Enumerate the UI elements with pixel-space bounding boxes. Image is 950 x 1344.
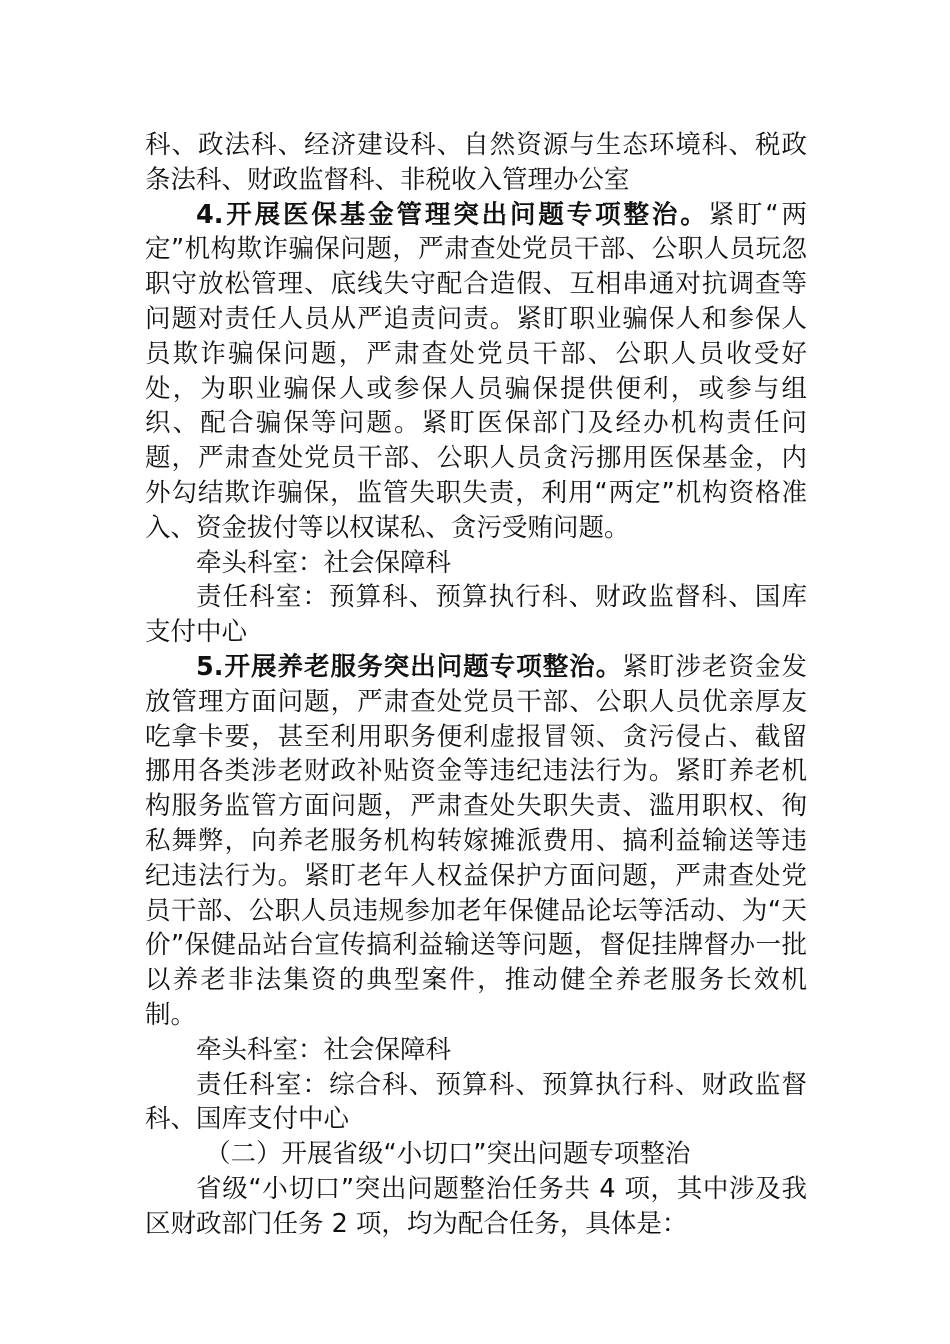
continued-paragraph: 科、政法科、经济建设科、自然资源与生态环境科、税政条法科、财政监督科、非税收入管理办公室 xyxy=(145,130,807,195)
item-4-heading: 4.开展医保基金管理突出问题专项整治。 xyxy=(196,199,709,230)
item-4-lead-office: 牵头科室：社会保障科 xyxy=(196,547,452,578)
item-5-responsible-offices: 责任科室：综合科、预算科、预算执行科、财政监督科、国库支付中心 xyxy=(145,1069,807,1135)
item-5-body: 紧盯涉老资金发放管理方面问题，严肃查处党员干部、公职人员优亲厚友吃拿卡要，甚至利用职务便利虚报冒领、贪污侵占、截留挪用各类涉老财政补贴资金等违纪违法行为。紧盯养老机构服务监管方面问题，严肃查处失职失责、滥用职权、徇私舞弊，向养老服务机构转嫁摊派费用、搞利益输送等违纪违法行为。紧盯老年人权益保护方面问题，严肃查处党员干部、公职人员违规参加老年保健品论坛等活动、为“天价”保健品站台宣传搞利益输送等问题，督促挂牌督办一批以养老非法集资的典型案件，推动健全养老服务长效机制。 xyxy=(145,651,807,1030)
item-4-body: 紧盯“两定”机构欺诈骗保问题，严肃查处党员干部、公职人员玩忽职守放松管理、底线失守配合造假、互相串通对抗调查等问题对责任人员从严追责问责。紧盯职业骗保人和参保人员欺诈骗保问题，严肃查处党员干部、公职人员收受好处，为职业骗保人或参保人员骗保提供便利，或参与组织、配合骗保等问题。紧盯医保部门及经办机构责任问题，严肃查处党员干部、公职人员贪污挪用医保基金，内外勾结欺诈骗保，监管失职失责，利用“两定”机构资格准入、资金拔付等以权谋私、贪污受贿问题。 xyxy=(145,199,807,543)
item-5-heading: 5.开展养老服务突出问题专项整治。 xyxy=(196,651,623,682)
document-body xyxy=(145,128,807,1242)
item-4-paragraph xyxy=(145,198,807,546)
section-2-intro: 省级“小切口”突出问题整治任务共 4 项，其中涉及我区财政部门任务 2 项，均为配合任务，具体是： xyxy=(145,1173,807,1239)
item-5-paragraph xyxy=(145,650,807,1033)
item-5-lead-office: 牵头科室：社会保障科 xyxy=(196,1034,452,1065)
section-2-title: （二）开展省级“小切口”突出问题专项整治 xyxy=(205,1139,691,1170)
item-4-responsible-offices: 责任科室：预算科、预算执行科、财政监督科、国库支付中心 xyxy=(145,582,807,648)
